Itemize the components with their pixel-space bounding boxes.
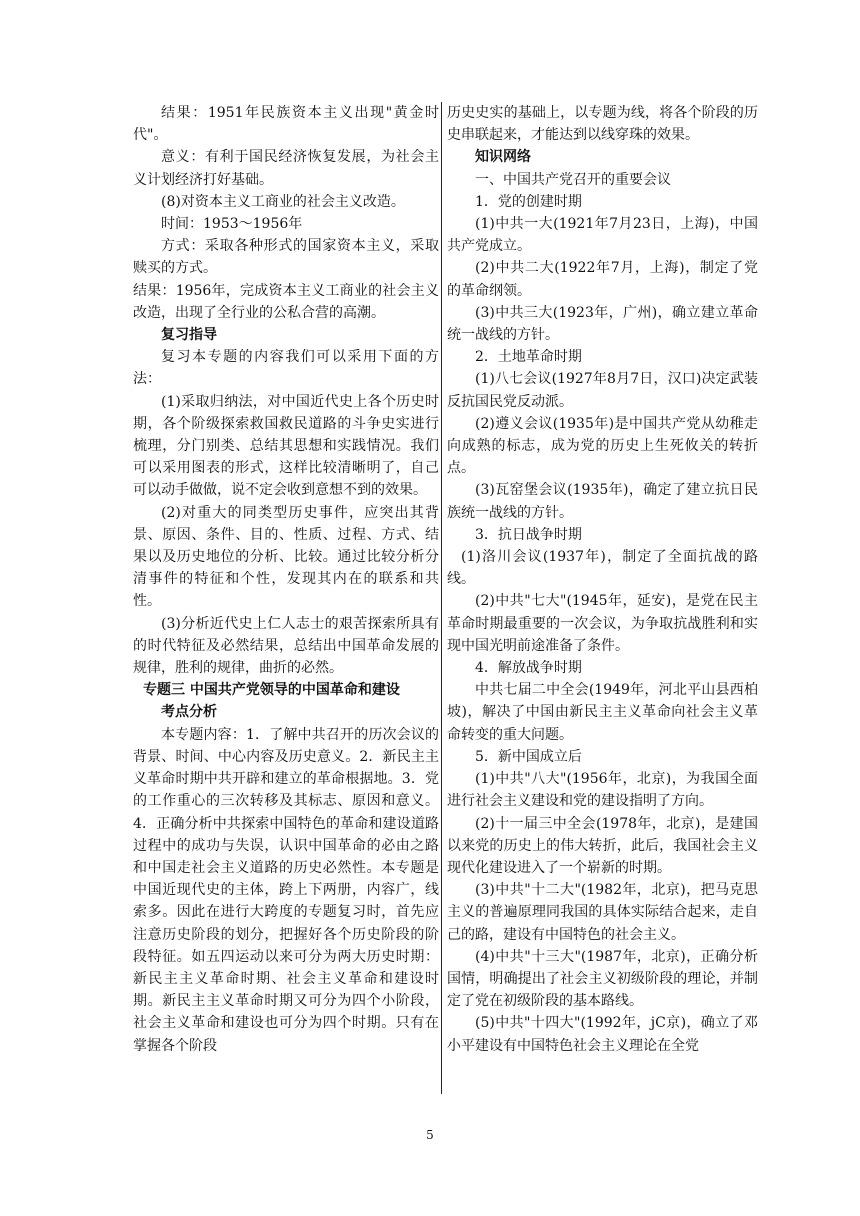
paragraph: (2)对重大的同类型历史事件，应突出其背景、原因、条件、目的、性质、过程、方式、结果以及历史地位的分析、比较。通过比较分析分清事件的特征和个性，发现其内在的联系和共性。 — [133, 504, 439, 610]
paragraph: 方式：采取各种形式的国家资本主义，采取赎买的方式。 — [133, 238, 439, 277]
paragraph: (3)分析近代史上仁人志士的艰苦探索所具有的时代特征及必然结果，总结出中国革命发展的规律，胜利的规律，曲折的必然。 — [133, 615, 439, 677]
paragraph: 1．党的创建时期 — [475, 193, 582, 210]
paragraph: 3．抗日战争时期 — [475, 526, 582, 543]
right-column — [447, 102, 758, 1092]
paragraph: (3)中共三大(1923年，广州)，确立建立革命统一战线的方针。 — [447, 304, 758, 344]
paragraph: (2)十一届三中全会(1978年，北京)，是建国以来党的历史上的伟大转折，此后，我国社会主义现代化建设进入了一个崭新的时期。 — [447, 815, 758, 876]
paragraph: 2．土地革命时期 — [475, 349, 582, 366]
paragraph: 结果：1956年，完成资本主义工商业的社会主义改造，出现了全行业的公私合营的高潮。 — [133, 282, 439, 321]
subsection-heading: 知识网络 — [475, 149, 531, 166]
paragraph: (8)对资本主义工商业的社会主义改造。 — [161, 193, 405, 210]
paragraph: (1)中共"八大"(1956年，北京)，为我国全面进行社会主义建设和党的建设指明了方向。 — [447, 771, 758, 810]
paragraph: 4．解放战争时期 — [475, 660, 582, 677]
paragraph: 时间：1953～1956年 — [161, 216, 303, 233]
paragraph: (1)采取归纳法，对中国近代史上各个历史时期，各个阶级探索救国救民道路的斗争史实进行梳理，分门别类、总结其思想和实践情况。我们可以采用图表的形式，这样比较清晰明了，自己可以动手做做，说不定会收到意想不到的效果。 — [133, 393, 439, 499]
paragraph: (2)遵义会议(1935年)是中国共产党从幼稚走向成熟的标志，成为党的历史上生死攸关的转折点。 — [447, 415, 758, 477]
paragraph: (1)八七会议(1927年8月7日，汉口)决定武装反抗国民党反动派。 — [447, 371, 758, 410]
paragraph: 复习本专题的内容我们可以采用下面的方法： — [133, 349, 439, 388]
paragraph: (3)中共"十二大"(1982年，北京)，把马克思主义的普遍原理同我国的具体实际结合起来，走自己的路，建设有中国特色的社会主义。 — [447, 882, 758, 943]
paragraph: (3)瓦窑堡会议(1935年)，确定了建立抗日民族统一战线的方针。 — [447, 482, 758, 521]
paragraph: 结果：1951年民族资本主义出现"黄金时代"。 — [133, 105, 439, 144]
subsection-heading: 考点分析 — [161, 704, 217, 721]
paragraph: 5．新中国成立后 — [475, 748, 582, 765]
paragraph: 本专题内容：1．了解中共召开的历次会议的背景、时间、中心内容及历史意义。2．新民主主义革命时期中共开辟和建立的革命根据地。3．党的工作重心的三次转移及其标志、原因和意义。4．正确分析中共探索中国特色的革命和建设道路过程中的成功与失误，认识中国革命的必由之路和中国走社会主义道路的历史必然性。本专题是中国近现代史的主体，跨上下两册，内容广，线索多。因此在进行大跨度的专题复习时，首先应注意历史阶段的划分，把握好各个历史阶段的阶段特征。如五四运动以来可分为两大历史时期：新民主主义革命时期、社会主义革命和建设时期。新民主主义革命时期又可分为四个小阶段，社会主义革命和建设也可分为四个时期。只有在掌握各个阶段 — [133, 726, 439, 1054]
left-column — [133, 102, 439, 1092]
paragraph: 一、中国共产党召开的重要会议 — [475, 171, 671, 188]
paragraph: (1)洛川会议(1937年)，制定了全面抗战的路线。 — [447, 549, 758, 588]
paragraph: (1)中共一大(1921年7月23日，上海)，中国共产党成立。 — [447, 216, 758, 255]
subsection-heading: 复习指导 — [161, 327, 217, 344]
paragraph: 中共七届二中全会(1949年，河北平山县西柏坡)，解决了中国由新民主主义革命向社会主义革命转变的重大问题。 — [447, 682, 758, 743]
page-number: 5 — [426, 1128, 434, 1142]
section-heading: 专题三 中国共产党领导的中国革命和建设 — [143, 682, 400, 699]
paragraph: (4)中共"十三大"(1987年，北京)，正确分析国情，明确提出了社会主义初级阶段的理论，并制定了党在初级阶段的基本路线。 — [447, 948, 758, 1010]
column-divider — [441, 102, 442, 1094]
paragraph: 历史史实的基础上，以专题为线，将各个阶段的历史串联起来，才能达到以线穿珠的效果。 — [447, 105, 758, 144]
paragraph: (2)中共二大(1922年7月，上海)，制定了党的革命纲领。 — [447, 260, 758, 299]
paragraph: 意义：有利于国民经济恢复发展，为社会主义计划经济打好基础。 — [133, 149, 439, 188]
paragraph: (5)中共"十四大"(1992年，jC京)，确立了邓小平建设有中国特色社会主义理论在全党 — [447, 1015, 758, 1054]
paragraph: (2)中共"七大"(1945年，延安)，是党在民主革命时期最重要的一次会议，为争取抗战胜利和实现中国光明前途准备了条件。 — [447, 593, 758, 654]
